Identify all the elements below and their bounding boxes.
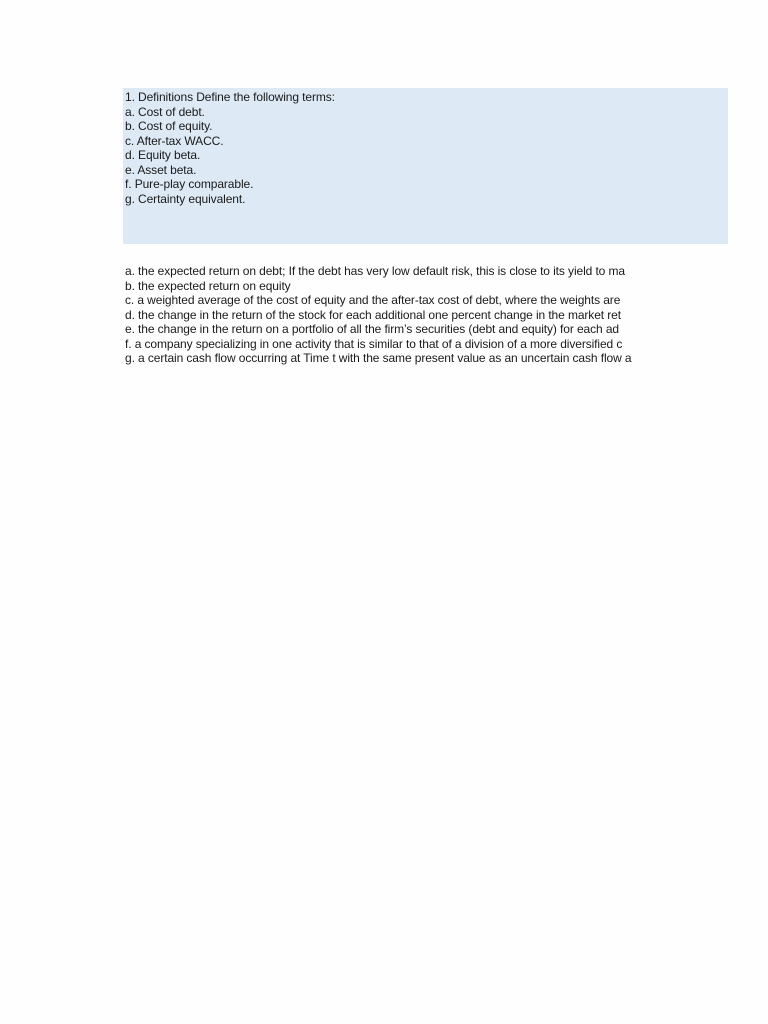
question-item-e: e. Asset beta. — [125, 162, 197, 177]
answers-cell[interactable] — [125, 264, 668, 366]
question-cell[interactable] — [123, 88, 728, 244]
question-title: 1. Definitions Define the following terms: — [125, 90, 335, 104]
answer-c: c. a weighted average of the cost of equity and the after-tax cost of debt, where the weights are — [125, 293, 621, 307]
question-item-a: a. Cost of debt. — [125, 104, 205, 119]
question-item-g: g. Certainty equivalent. — [125, 191, 246, 206]
question-item-c: c. After-tax WACC. — [125, 133, 224, 148]
answer-a: a. the expected return on debt; If the debt has very low default risk, this is close to its yield to ma — [125, 264, 625, 278]
answer-e: e. the change in the return on a portfolio of all the firm’s securities (debt and equity) for each ad — [125, 322, 619, 336]
question-item-f: f. Pure-play comparable. — [125, 177, 254, 191]
question-item-b: b. Cost of equity. — [125, 119, 213, 133]
answer-f: f. a company specializing in one activity that is similar to that of a division of a more diversified c — [125, 336, 623, 351]
answer-d: d. the change in the return of the stock for each additional one percent change in the market ret — [125, 307, 621, 322]
answer-b: b. the expected return on equity — [125, 278, 291, 293]
answer-g: g. a certain cash flow occurring at Time t with the same present value as an uncertain cash flow a — [125, 351, 632, 365]
question-item-d: d. Equity beta. — [125, 148, 201, 162]
